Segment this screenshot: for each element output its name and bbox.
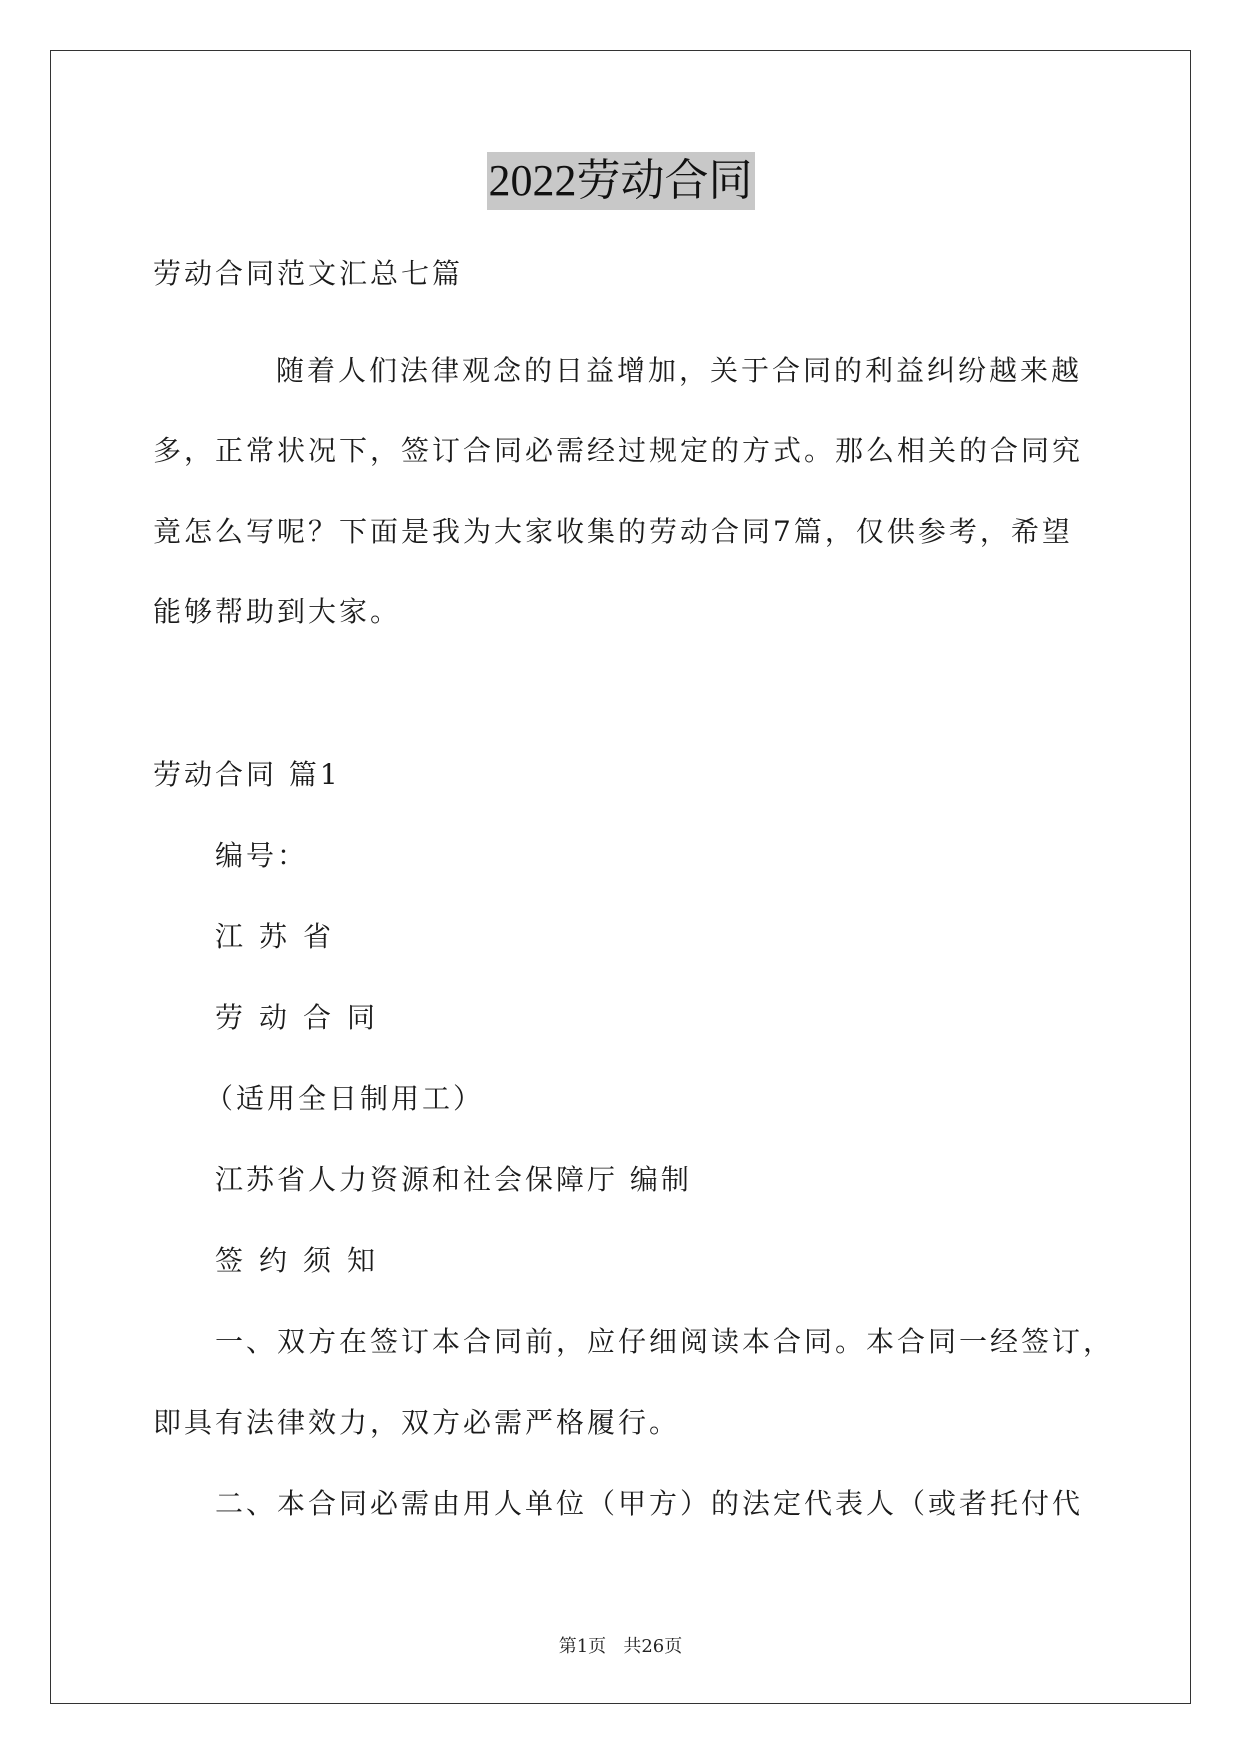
issuer-line: 江苏省人力资源和社会保障厅 编制 — [215, 1163, 692, 1196]
title-container — [0, 152, 1241, 210]
document-title: 2022劳动合同 — [487, 152, 755, 210]
signing-notice-heading: 签约须知 — [215, 1244, 392, 1277]
clause-line: 即具有法律效力，双方必需严格履行。 — [153, 1406, 681, 1439]
province-line: 江苏省 — [215, 920, 348, 953]
paragraph-line: 竟怎么写呢？下面是我为大家收集的劳动合同7篇，仅供参考，希望 — [153, 515, 1073, 548]
clause-line: 一、双方在签订本合同前，应仔细阅读本合同。本合同一经签订， — [215, 1325, 1115, 1358]
page-footer — [0, 1635, 1241, 1659]
paragraph-line: 能够帮助到大家。 — [153, 595, 402, 628]
page-border — [50, 50, 1191, 1704]
subtitle-line: 劳动合同范文汇总七篇 — [153, 257, 464, 290]
clause-line: 二、本合同必需由用人单位（甲方）的法定代表人（或者托付代 — [215, 1487, 1084, 1520]
section-heading: 劳动合同 篇1 — [153, 758, 341, 791]
page-number: 第1页 — [558, 1636, 607, 1657]
applicability-line: （适用全日制用工） — [205, 1082, 485, 1115]
number-label: 编号： — [215, 839, 309, 872]
paragraph-line: 随着人们法律观念的日益增加，关于合同的利益纠纷越来越 — [276, 354, 1083, 387]
contract-name-line: 劳动合同 — [215, 1001, 392, 1034]
paragraph-line: 多，正常状况下，签订合同必需经过规定的方式。那么相关的合同究 — [153, 434, 1084, 467]
page-total: 共26页 — [623, 1636, 683, 1657]
